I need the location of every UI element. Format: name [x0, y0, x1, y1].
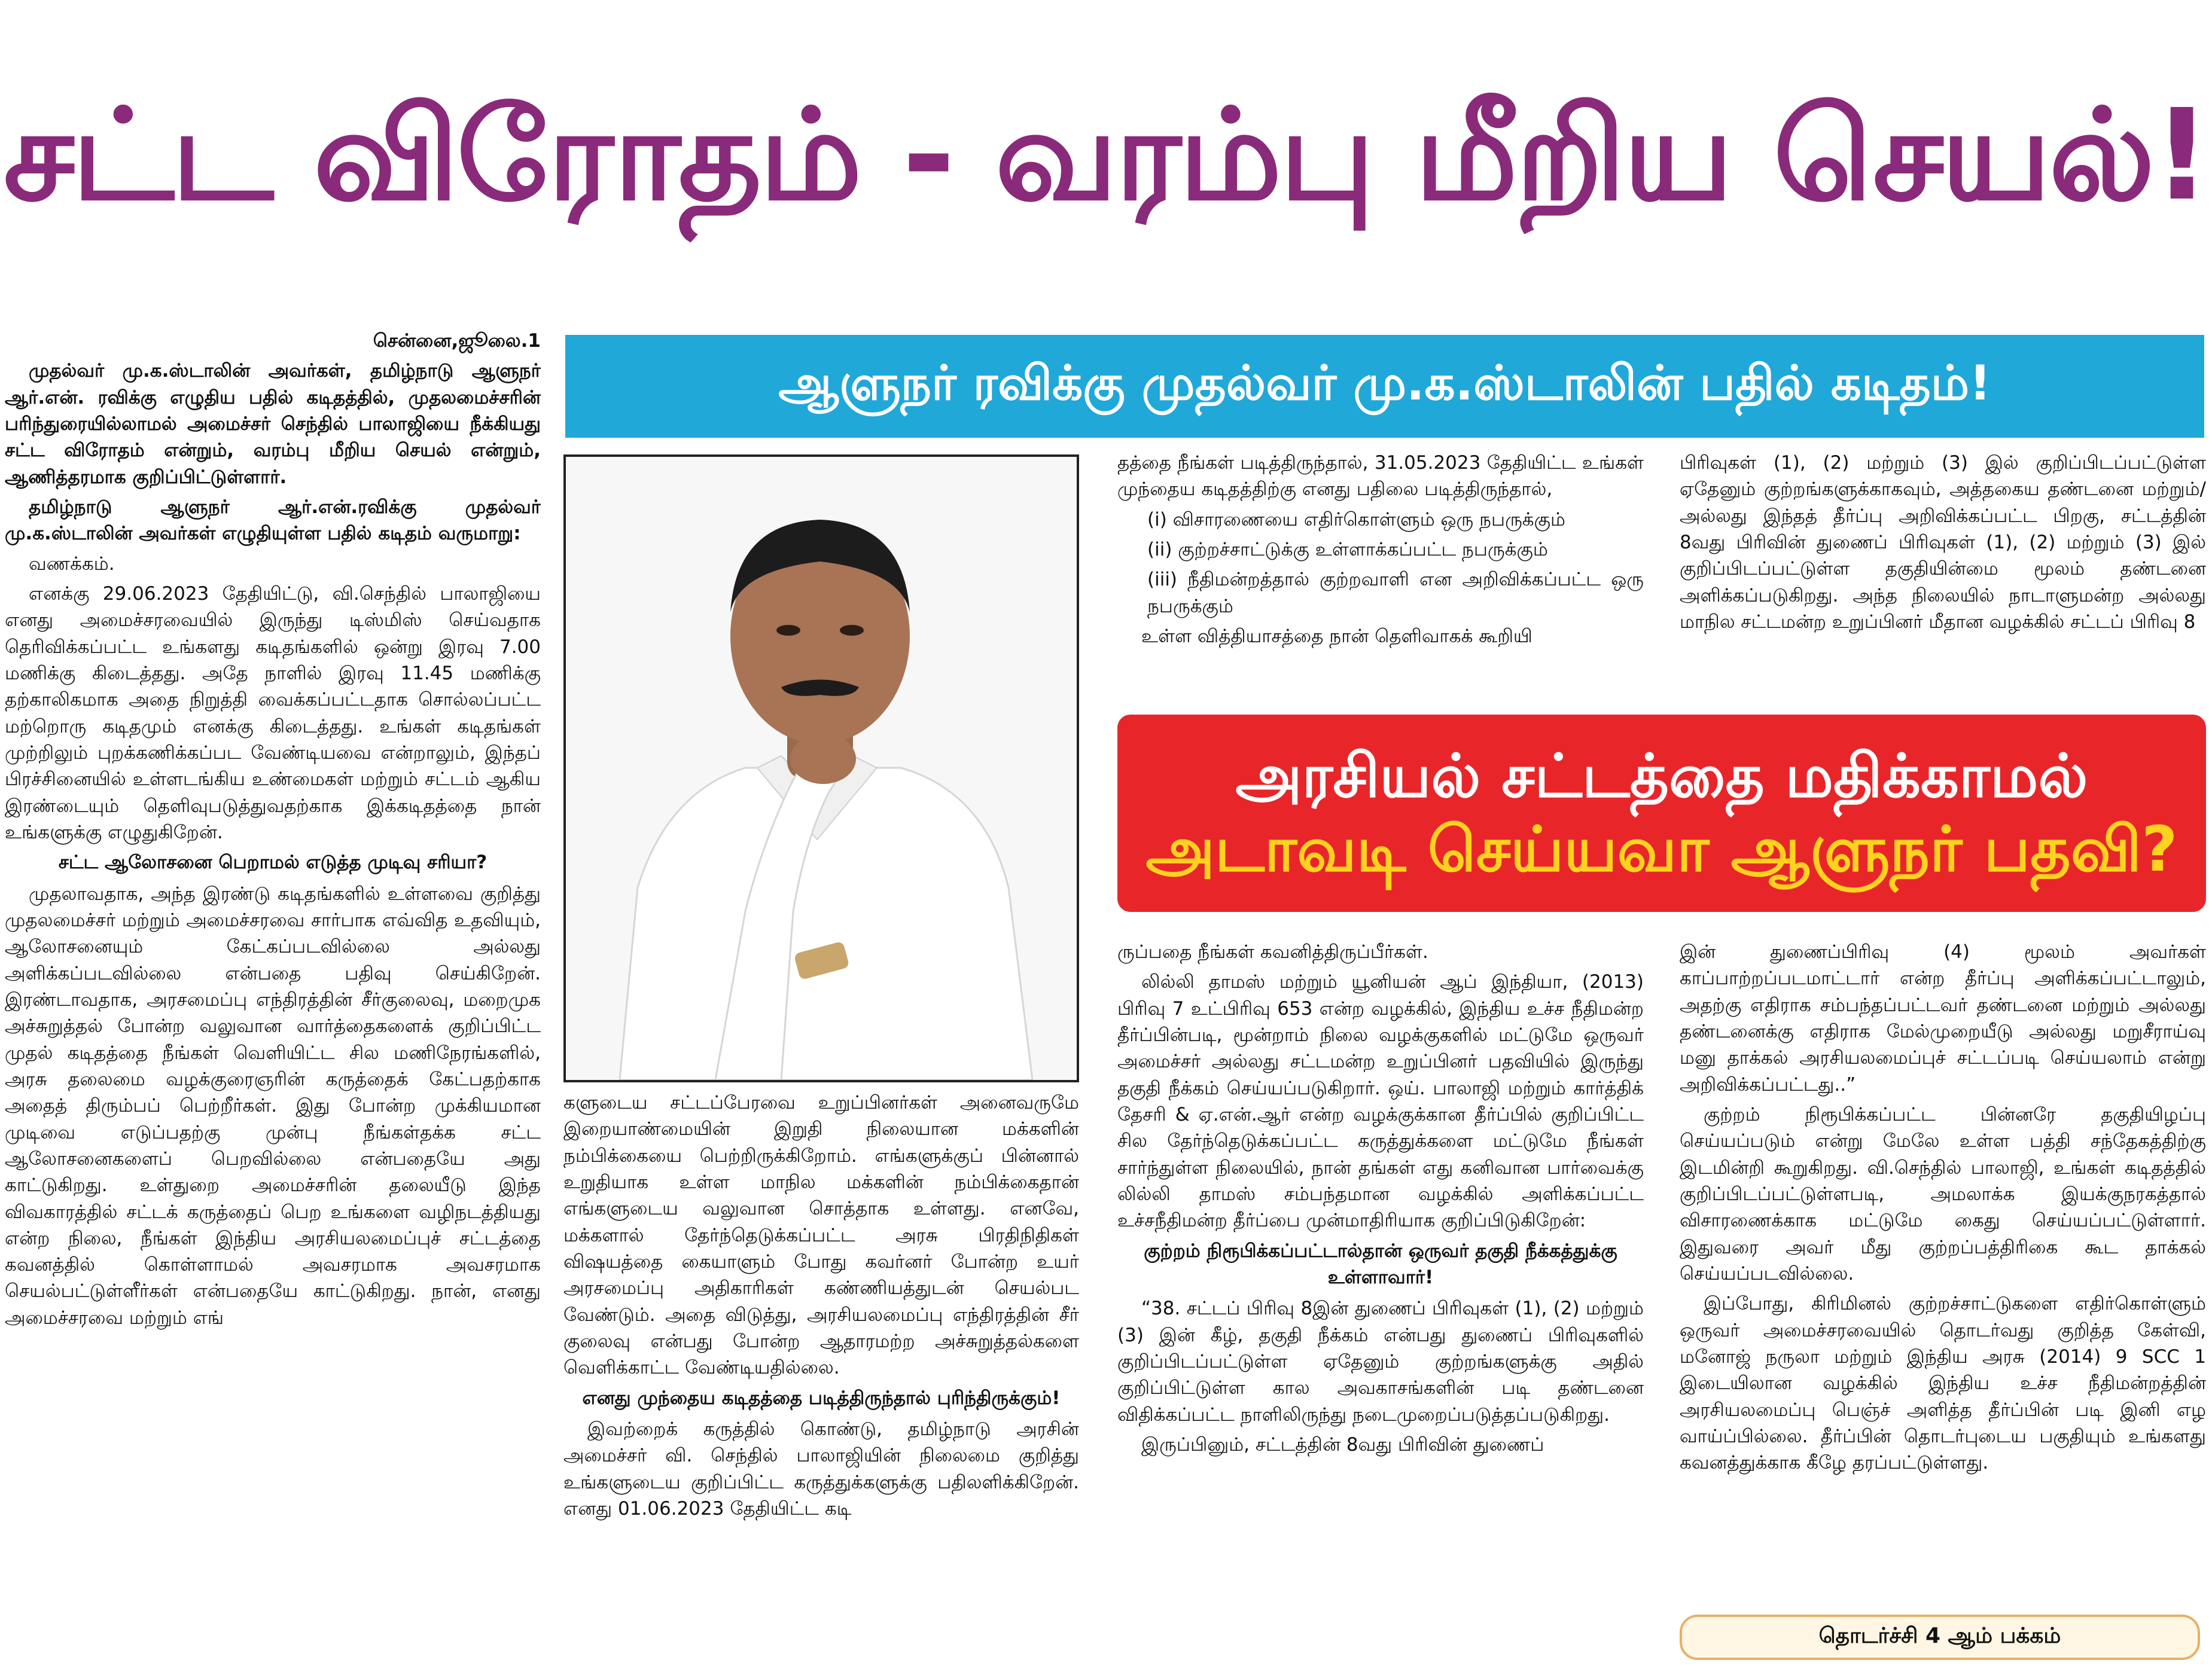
masthead [0, 0, 2212, 311]
continuation-text: தொடர்ச்சி 4 ஆம் பக்கம் [1818, 1624, 2061, 1648]
subheading: எனது முந்தைய கடிதத்தை படித்திருந்தால் புரிந்திருக்கும்! [582, 1387, 1061, 1409]
column-2 [563, 1090, 1079, 1662]
list-item: (iii) நீதிமன்றத்தால் குற்றவாளி என அறிவிக்கப்பட்ட ஒரு நபருக்கும் [1147, 569, 1644, 617]
chief-minister-photo [563, 454, 1079, 1082]
column-3-top [1117, 450, 1644, 701]
subheading: குற்றம் நிரூபிக்கப்பட்டால்தான் ஒருவர் தகுதி நீக்கத்துக்கு உள்ளாவார்! [1144, 1240, 1617, 1288]
body-paragraph: இருப்பினும், சட்டத்தின் 8வது பிரிவின் துணைப் [1141, 1433, 1544, 1456]
body-paragraph: லில்லி தாமஸ் மற்றும் யூனியன் ஆப் இந்தியா, (2013) பிரிவு 7 உட்பிரிவு 653 என்ற வழக்கில், இந்திய உச்ச நீதிமன்ற தீர்ப்பின்படி, மூன்றாம் நிலை வழக்குகளில் மட்டுமே ஒருவர் அமைச்சர் அல்லது சட்டமன்ற உறுப்பினர் பதவியில் இருந்து தகுதி நீக்கம் செய்யப்படுகிறார். ஒய். பாலாஜி மற்றும் கார்த்திக் தேசரி & ஏ.என்.ஆர் என்ற வழக்குக்கான தீர்ப்பில் குறிப்பிட்ட சில தேர்ந்தெடுக்கப்பட்ட கருத்துக்களை மட்டுமே நீங்கள் சார்ந்துள்ள நிலையில், நான் தங்கள் எது கனிவான பார்வைக்கு லில்லி தாமஸ் சம்பந்தமான வழக்கில் அளிக்கப்பட்ட உச்சநீதிமன்ற தீர்ப்பை முன்மாதிரியாக குறிப்பிடுகிறேன்: [1117, 971, 1644, 1232]
column-4-top [1680, 450, 2206, 701]
column-4-bottom [1680, 939, 2206, 1610]
red-banner-line-2: அடாவடி செய்யவா ஆளுநர் பதவி? [1145, 812, 2178, 886]
lead-paragraph-2: தமிழ்நாடு ஆளுநர் ஆர்.என்.ரவிக்கு முதல்வர் மு.க.ஸ்டாலின் அவர்கள் எழுதியுள்ள பதில் கடிதம் வருமாறு: [5, 496, 541, 545]
body-paragraph: குற்றம் நிரூபிக்கப்பட்ட பின்னரே தகுதியிழப்பு செய்யப்படும் என்று மேலே உள்ள பத்தி சந்தேகத்திற்கு இடமின்றி கூறுகிறது. வி.செந்தில் பாலாஜி, உங்கள் கடிதத்தில் குறிப்பிடப்பட்டுள்ளபடி, அமலாக்க இயக்குநரகத்தால் விசாரணைக்காக மட்டுமே கைது செய்யப்பட்டுள்ளார். இதுவரை அவர் மீது குற்றப்பத்திரிகை கூட தாக்கல் செய்யப்படவில்லை. [1680, 1103, 2206, 1284]
quote-paragraph: “38. சட்டப் பிரிவு 8இன் துணைப் பிரிவுகள் (1), (2) மற்றும் (3) இன் கீழ், தகுதி நீக்கம் என்பது துணைப் பிரிவுகளில் குறிப்பிடப்பட்டுள்ள ஏதேனும் குற்றங்களுக்கு அதில் குறிப்பிட்டுள்ள கால அவகாசங்களின் படி தண்டனை விதிக்கப்பட்ட நாளிலிருந்து நடைமுறைப்படுத்தப்படுகிறது. [1117, 1298, 1644, 1426]
body-paragraph: இப்போது, கிரிமினல் குற்றச்சாட்டுகளை எதிர்கொள்ளும் ஒருவர் அமைச்சரவையில் தொடர்வது குறித்த கேள்வி, மனோஜ் நருலா மற்றும் இந்திய அரசு (2014) 9 SCC 1 இடையிலான வழக்கில் இந்திய உச்ச நீதிமன்றத்தின் அரசியலமைப்பு பெஞ்ச் அளித்த தீர்ப்பின் படி இனி எழ வாய்ப்பில்லை. தீர்ப்பின் தொடர்புடைய பகுதியும் உங்களது கவனத்துக்காக கீழே தரப்பட்டுள்ளது. [1680, 1293, 2206, 1474]
red-banner-line-1: அரசியல் சட்டத்தை மதிக்காமல் [1235, 740, 2088, 811]
body-paragraph: களுடைய சட்டப்பேரவை உறுப்பினர்கள் அனைவருமே இறையாண்மையின் இறுதி நிலையான மக்களின் நம்பிக்கையை பெற்றிருக்கிறோம். எங்களுக்குப் பின்னால் உறுதியாக உள்ள மாநில மக்களின் நம்பிக்கைதான் எங்களுடைய வலுவான சொத்தாக உள்ளது. எனவே, மக்களால் தேர்ந்தெடுக்கப்பட்ட அரசு பிரதிநிதிகள் விஷயத்தை கையாளும் போது கவர்னர் போன்ற உயர் அரசமைப்பு அதிகாரிகள் கண்ணியத்துடன் செயல்பட வேண்டும். அதை விடுத்து, அரசியலமைப்பு எந்திரத்தின் சீர் குலைவு என்பது போன்ற ஆதாரமற்ற அச்சுறுத்தல்களை வெளிக்காட்ட வேண்டியதில்லை. [563, 1092, 1079, 1379]
body-paragraph: இன் துணைப்பிரிவு (4) மூலம் அவர்கள் காப்பாற்றப்படமாட்டார் என்ற தீர்ப்பு அளிக்கப்பட்டாலும், அதற்கு எதிராக சம்பந்தப்பட்டவர் தண்டனை மற்றும் அல்லது தண்டனைக்கு எதிராக மேல்முறையீடு அல்லது மறுசீராய்வு மனு தாக்கல் அரசியலமைப்புச் சட்டப்படி செய்யலாம் என்று அறிவிக்கப்பட்டது..” [1680, 941, 2206, 1096]
column-3-bottom [1117, 939, 1644, 1662]
red-headline-banner [1117, 715, 2206, 912]
greeting: வணக்கம். [29, 553, 115, 575]
subheading: சட்ட ஆலோசனை பெறாமல் எடுத்த முடிவு சரியா? [58, 852, 488, 874]
list-item: (ii) குற்றச்சாட்டுக்கு உள்ளாக்கப்பட்ட நபருக்கும் [1147, 538, 1548, 560]
lead-paragraph-1: முதல்வர் மு.க.ஸ்டாலின் அவர்கள், தமிழ்நாடு ஆளுநர் ஆர்.என். ரவிக்கு எழுதிய பதில் கடிதத்தில், முதலமைச்சரின் பரிந்துரையில்லாமல் அமைச்சர் செந்தில் பாலாஜியை நீக்கியது சட்ட விரோதம் என்றும், வரம்பு மீறிய செயல் என்றும், ஆணித்தரமாக குறிப்பிட்டுள்ளார். [5, 360, 541, 488]
continuation-box [1680, 1615, 2200, 1660]
portrait-illustration [566, 457, 1077, 1080]
body-paragraph: முதலாவதாக, அந்த இரண்டு கடிதங்களில் உள்ளவை குறித்து முதலமைச்சர் மற்றும் அமைச்சரவை சார்பாக எவ்வித உதவியும், ஆலோசனையும் கேட்கப்படவில்லை அல்லது அளிக்கப்படவில்லை என்பதை பதிவு செய்கிறேன். இரண்டாவதாக, அரசமைப்பு எந்திரத்தின் சீர்குலைவு, மறைமுக அச்சுறுத்தல் போன்ற வலுவான வார்த்தைகளைக் குறிப்பிட்ட முதல் கடிதத்தை நீங்கள் வெளியிட்ட சில மணிநேரங்களில், அரசு தலைமை வழக்குரைஞரின் கருத்தைக் கேட்பதற்காக அதைத் திரும்பப் பெற்றீர்கள். இது போன்ற முக்கியமான முடிவை எடுப்பதற்கு முன்பு நீங்கள்தக்க சட்ட ஆலோசனைகளைப் பெறவில்லை என்பதையே அது காட்டுகிறது. உள்துறை அமைச்சரின் தலையீடு இந்த விவகாரத்தில் சட்டக் கருத்தைப் பெற உங்களை வழிநடத்தியது என்ற நிலை, நீங்கள் இந்திய அரசியலமைப்புச் சட்டத்தை கவனத்தில் கொள்ளாமல் அவசரமாக அவசரமாக செயல்பட்டுள்ளீர்கள் என்பதையே காட்டுகிறது. நான், எனது அமைச்சரவை மற்றும் எங் [5, 883, 541, 1329]
body-paragraph: ருப்பதை நீங்கள் கவனித்திருப்பீர்கள். [1117, 941, 1428, 963]
list-item: (i) விசாரணையை எதிர்கொள்ளும் ஒரு நபருக்கும் [1147, 508, 1565, 530]
subhead-banner-text: ஆளுநர் ரவிக்கு முதல்வர் மு.க.ஸ்டாலின் பதில் கடிதம்! [778, 355, 1991, 411]
body-paragraph: தத்தை நீங்கள் படித்திருந்தால், 31.05.2023 தேதியிட்ட உங்கள் முந்தைய கடிதத்திற்கு எனது பதிலை படித்திருந்தால், [1117, 452, 1644, 501]
dateline: சென்னை,ஜூலை.1 [373, 330, 541, 352]
headline: சட்ட விரோதம் - வரம்பு மீறிய செயல்! [3, 82, 2209, 228]
body-paragraph: பிரிவுகள் (1), (2) மற்றும் (3) இல் குறிப்பிடப்பட்டுள்ள ஏதேனும் குற்றங்களுக்காகவும், அத்தகைய தண்டனை மற்றும்/அல்லது இந்தத் தீர்ப்பு அறிவிக்கப்பட்ட பிறகு, சட்டத்தின் 8வது பிரிவின் துணைப் பிரிவுகள் (1), (2) மற்றும் (3) இல் குறிப்பிடப்பட்டுள்ள தகுதியின்மை மூலம் தண்டனை அளிக்கப்படுகிறது. அந்த நிலையில் நாடாளுமன்ற அல்லது மாநில சட்டமன்ற உறுப்பினர் மீதான வழக்கில் சட்டப் பிரிவு 8 [1680, 452, 2206, 633]
subhead-banner [565, 335, 2204, 438]
body-paragraph: உள்ள வித்தியாசத்தை நான் தெளிவாகக் கூறியி [1141, 625, 1532, 647]
column-1 [5, 328, 541, 1661]
body-paragraph: இவற்றைக் கருத்தில் கொண்டு, தமிழ்நாடு அரசின் அமைச்சர் வி. செந்தில் பாலாஜியின் நிலைமை குறித்து உங்களுடைய குறிப்பிட்ட கருத்துக்களுக்கு பதிலளிக்கிறேன். எனது 01.06.2023 தேதியிட்ட கடி [563, 1418, 1079, 1519]
body-paragraph: எனக்கு 29.06.2023 தேதியிட்டு, வி.செந்தில் பாலாஜியை எனது அமைச்சரவையில் இருந்து டிஸ்மிஸ் செய்வதாக தெரிவிக்கப்பட்ட உங்களது கடிதங்களில் ஒன்று இரவு 7.00 மணிக்கு கிடைத்தது. அதே நாளில் இரவு 11.45 மணிக்கு தற்காலிகமாக அதை நிறுத்தி வைக்கப்பட்டதாக சொல்லப்பட்ட மற்றொரு கடிதமும் எனக்கு கிடைத்தது. உங்கள் கடிதங்கள் முற்றிலும் புறக்கணிக்கப்பட வேண்டியவை என்றாலும், இந்தப் பிரச்சினையில் உள்ளடங்கிய உண்மைகள் மற்றும் சட்டம் ஆகிய இரண்டையும் தெளிவுபடுத்துவதற்காக இக்கடிதத்தை நான் உங்களுக்கு எழுதுகிறேன். [5, 582, 541, 843]
